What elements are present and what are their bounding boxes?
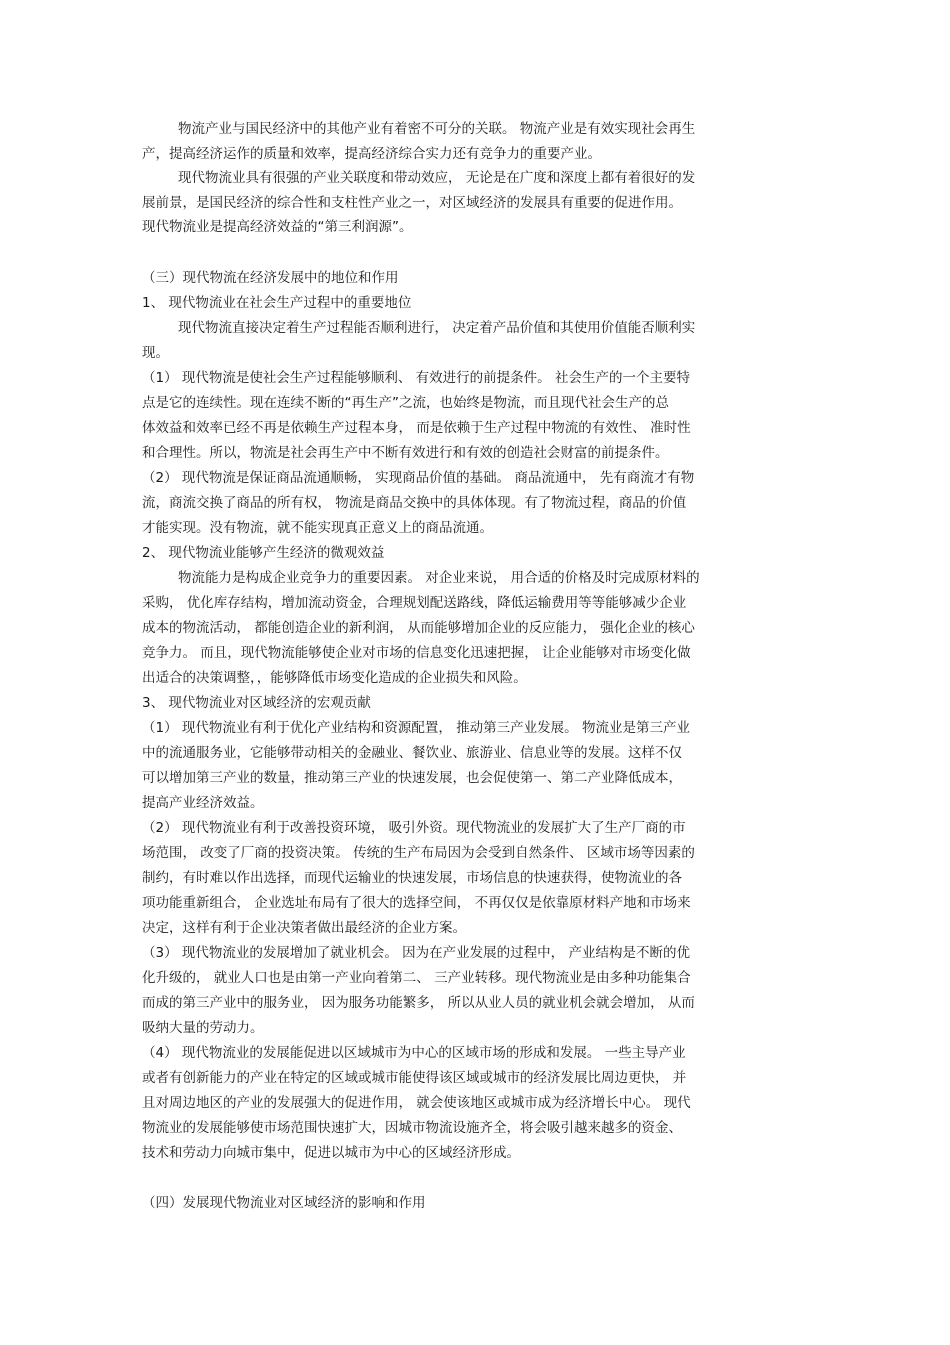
text-line: （4） 现代物流业的发展能促进以区域城市为中心的区域市场的形成和发展。 一些主导产业 (142, 1045, 686, 1061)
section-heading: （三）现代物流在经济发展中的地位和作用 (142, 270, 399, 286)
text-line: 提高产业经济效益。 (142, 795, 264, 811)
text-line: 物流业的发展能够使市场范围快速扩大，因城市物流设施齐全，将会吸引越来越多的资金、 (142, 1120, 682, 1136)
text-line: （1） 现代物流业有利于优化产业结构和资源配置， 推动第三产业发展。 物流业是第三产业 (142, 720, 690, 736)
text-line: 点是它的连续性。现在连续不断的“再生产”之流，也始终是物流，而且现代社会生产的总 (142, 395, 669, 411)
text-line: 吸纳大量的劳动力。 (142, 1020, 264, 1036)
text-line: 而成的第三产业中的服务业， 因为服务功能繁多， 所以从业人员的就业机会就会增加， 从而 (142, 995, 695, 1011)
subsection-heading: 1、 现代物流业在社会生产过程中的重要地位 (142, 295, 412, 311)
text-line: 技术和劳动力向城市集中，促进以城市为中心的区域经济形成。 (142, 1145, 520, 1161)
text-line: 才能实现。没有物流，就不能实现真正意义上的商品流通。 (142, 520, 493, 536)
text-line: 或者有创新能力的产业在特定的区域或城市能使得该区域或城市的经济发展比周边更快， 并 (142, 1070, 687, 1086)
text-line: 中的流通服务业，它能够带动相关的金融业、餐饮业、旅游业、信息业等的发展。这样不仅 (142, 745, 682, 761)
text-line: 和合理性。所以，物流是社会再生产中不断有效进行和有效的创造社会财富的前提条件。 (142, 445, 669, 461)
text-line: 展前景，是国民经济的综合性和支柱性产业之一，对区域经济的发展具有重要的促进作用。 (142, 195, 682, 211)
text-line: 决定，这样有利于企业决策者做出最经济的企业方案。 (142, 920, 466, 936)
text-line: 制约，有时难以作出选择，而现代运输业的快速发展，市场信息的快速获得，使物流业的各 (142, 870, 682, 886)
text-line: 产，提高经济运作的质量和效率，提高经济综合实力还有竞争力的重要产业。 (142, 146, 601, 162)
text-line: 采购， 优化库存结构，增加流动资金，合理规划配送路线，降低运输费用等等能够减少企业 (142, 595, 687, 611)
text-line: （1） 现代物流是使社会生产过程能够顺利、 有效进行的前提条件。 社会生产的一个主要特 (142, 370, 690, 386)
text-line: 且对周边地区的产业的发展强大的促进作用， 就会使该地区或城市成为经济增长中心。 现代 (142, 1095, 691, 1111)
text-line: 现代物流业具有很强的产业关联度和带动效应， 无论是在广度和深度上都有着很好的发 (178, 170, 696, 186)
text-line: 体效益和效率已经不再是依赖生产过程本身， 而是依赖于生产过程中物流的有效性、 准时性 (142, 420, 691, 436)
text-line: 项功能重新组合， 企业选址布局有了很大的选择空间， 不再仅仅是依靠原材料产地和市场来 (142, 895, 691, 911)
text-line: 流，商流交换了商品的所有权， 物流是商品交换中的具体体现。有了物流过程，商品的价值 (142, 495, 687, 511)
section-heading: （四）发展现代物流业对区域经济的影响和作用 (142, 1195, 426, 1211)
text-line: 竞争力。 而且，现代物流能够使企业对市场的信息变化迅速把握， 让企业能够对市场变化做 (142, 645, 691, 661)
subsection-heading: 3、 现代物流业对区域经济的宏观贡献 (142, 695, 371, 711)
text-line: （2） 现代物流是保证商品流通顺畅， 实现商品价值的基础。 商品流通中， 先有商流才有物 (142, 470, 695, 486)
text-line: （3） 现代物流业的发展增加了就业机会。 因为在产业发展的过程中， 产业结构是不断的优 (142, 945, 690, 961)
text-line: 可以增加第三产业的数量，推动第三产业的快速发展，也会促使第一、第二产业降低成本， (142, 770, 682, 786)
text-line: 化升级的， 就业人口也是由第一产业向着第二、 三产业转移。现代物流业是由多种功能集合 (142, 970, 691, 986)
text-line: 现代物流业是提高经济效益的“第三利润源”。 (142, 219, 413, 235)
text-line: 场范围， 改变了厂商的投资决策。 传统的生产布局因为会受到自然条件、 区域市场等因素的 (142, 845, 695, 861)
text-line: 物流产业与国民经济中的其他产业有着密不可分的关联。 物流产业是有效实现社会再生 (178, 121, 696, 137)
text-line: （2） 现代物流业有利于改善投资环境， 吸引外资。现代物流业的发展扩大了生产厂商的市 (142, 820, 686, 836)
text-line: 成本的物流活动， 都能创造企业的新利润， 从而能够增加企业的反应能力， 强化企业的核心 (142, 620, 695, 636)
text-line: 现。 (142, 345, 169, 361)
text-line: 现代物流直接决定着生产过程能否顺利进行， 决定着产品价值和其使用价值能否顺利实 (178, 320, 696, 336)
text-line: 出适合的决策调整，，能够降低市场变化造成的企业损失和风险。 (142, 670, 527, 686)
subsection-heading: 2、 现代物流业能够产生经济的微观效益 (142, 545, 385, 561)
text-line: 物流能力是构成企业竞争力的重要因素。 对企业来说， 用合适的价格及时完成原材料的 (178, 570, 700, 586)
